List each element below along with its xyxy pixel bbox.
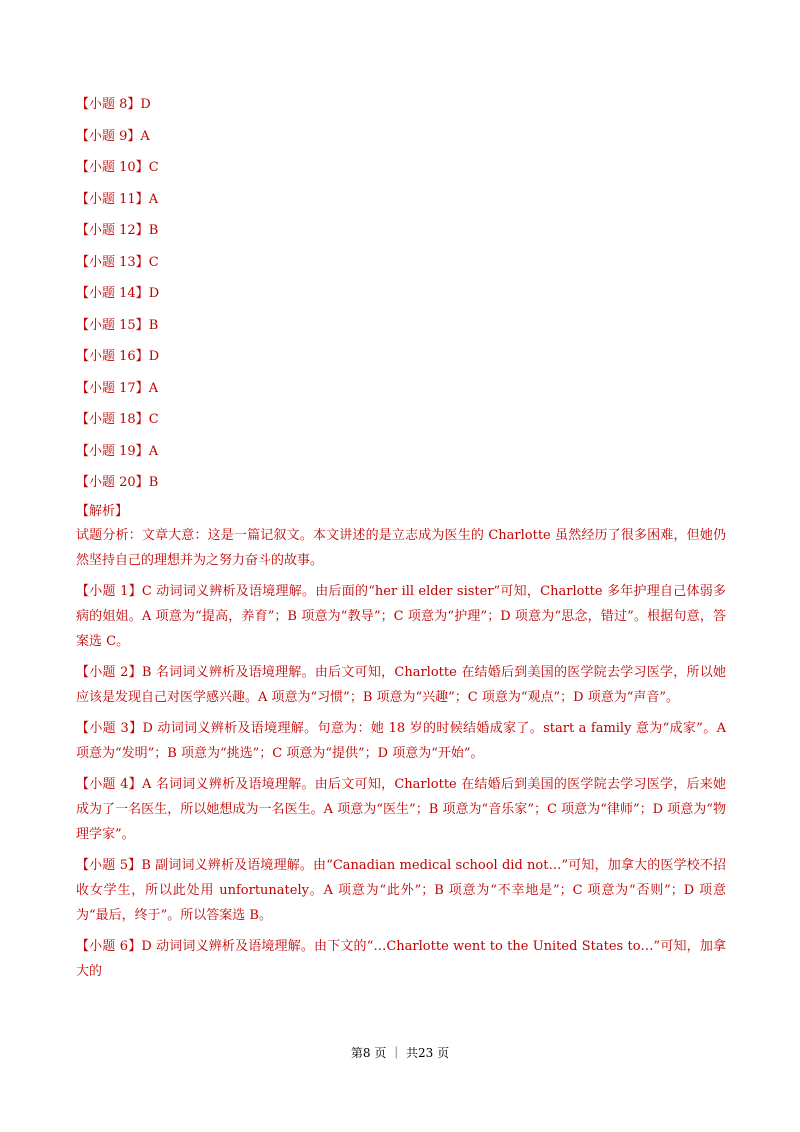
answer-letter: B bbox=[148, 475, 159, 490]
page-number: 第8 页 ｜ 共23 页 bbox=[350, 1046, 450, 1060]
answer-item bbox=[76, 219, 159, 251]
explanation-paragraph: 【小题 6】D 动词词义辨析及语境理解。由下文的“…Charlotte went to the United States to…”可知，加拿大的 bbox=[76, 939, 726, 979]
question-label: 【小题 15】 bbox=[76, 317, 149, 333]
question-label: 【小题 17】 bbox=[76, 380, 149, 396]
explanation-paragraph: 【小题 4】A 名词词义辨析及语境理解。由后文可知，Charlotte 在结婚后到美国的医学院去学习医学，后来她成为了一名医生，所以她想成为一名医生。A 项意为“医生”；B 项意为“音乐家”；C 项意为“律师”；D 项意为“物理学家”。 bbox=[76, 777, 726, 842]
answer-letter: C bbox=[148, 254, 159, 270]
answer-letter: A bbox=[148, 191, 159, 207]
question-label: 【小题 8】 bbox=[76, 97, 141, 112]
question-label: 【小题 20】 bbox=[76, 475, 149, 490]
answer-letter: A bbox=[148, 380, 159, 396]
explanation-paragraph: 【小题 2】B 名词词义辨析及语境理解。由后文可知，Charlotte 在结婚后到美国的医学院去学习医学，所以她应该是发现自己对医学感兴趣。A 项意为“习惯”；B 项意为“兴趣”；C 项意为“观点”；D 项意为“声音”。 bbox=[76, 665, 726, 705]
explanation-paragraph: 【小题 3】D 动词词义辨析及语境理解。句意为：她 18 岁的时候结婚成家了。start a family 意为“成家”。A 项意为“发明”；B 项意为“挑选”；C 项意为“提供”；D 项意为“开始”。 bbox=[76, 721, 726, 761]
question-label: 【小题 9】 bbox=[76, 128, 141, 144]
explanation-paragraph: 【小题 5】B 副词词义辨析及语境理解。由“Canadian medical school did not…”可知，加拿大的医学校不招收女学生，所以此处用 unfortunately。A 项意为“此外”；B 项意为“不幸地是”；C 项意为“否则”；D 项意为“最后，终于”。所以答案选 B。 bbox=[76, 858, 726, 923]
question-label: 【小题 13】 bbox=[76, 254, 149, 270]
answer-item bbox=[76, 408, 159, 440]
analysis-heading: 【解析】 bbox=[76, 504, 129, 519]
analysis-body bbox=[76, 523, 726, 984]
answer-list bbox=[76, 93, 159, 503]
question-label: 【小题 18】 bbox=[76, 412, 149, 427]
answer-letter: C bbox=[148, 412, 159, 427]
summary-paragraph: 试题分析：文章大意：这是一篇记叙文。本文讲述的是立志成为医生的 Charlotte 虽然经历了很多困难，但她仍然坚持自己的理想并为之努力奋斗的故事。 bbox=[76, 528, 726, 568]
answer-item bbox=[76, 282, 159, 314]
answer-letter: A bbox=[148, 443, 159, 459]
question-label: 【小题 12】 bbox=[76, 223, 149, 238]
answer-item bbox=[76, 125, 159, 157]
question-label: 【小题 14】 bbox=[76, 286, 149, 301]
explanation-paragraph: 【小题 1】C 动词词义辨析及语境理解。由后面的“her ill elder sister”可知，Charlotte 多年护理自己体弱多病的姐姐。A 项意为“提高，养育”；B 项意为“教导”；C 项意为“护理”；D 项意为“思念，错过”。根据句意，答案选 C。 bbox=[76, 584, 726, 649]
answer-letter: A bbox=[140, 128, 150, 144]
question-label: 【小题 16】 bbox=[76, 349, 149, 364]
question-label: 【小题 11】 bbox=[76, 191, 149, 207]
answer-letter: D bbox=[148, 349, 160, 364]
answer-item bbox=[76, 156, 159, 188]
answer-item bbox=[76, 440, 159, 472]
answer-item bbox=[76, 345, 159, 377]
answer-letter: C bbox=[148, 160, 159, 175]
question-label: 【小题 19】 bbox=[76, 443, 149, 459]
answer-item bbox=[76, 93, 159, 125]
answer-letter: B bbox=[148, 223, 159, 238]
answer-item bbox=[76, 314, 159, 346]
answer-item bbox=[76, 377, 159, 409]
answer-letter: B bbox=[148, 317, 159, 333]
answer-item bbox=[76, 471, 159, 503]
answer-item bbox=[76, 188, 159, 220]
answer-item bbox=[76, 251, 159, 283]
answer-letter: D bbox=[140, 97, 151, 112]
answer-letter: D bbox=[148, 286, 160, 301]
question-label: 【小题 10】 bbox=[76, 160, 149, 175]
